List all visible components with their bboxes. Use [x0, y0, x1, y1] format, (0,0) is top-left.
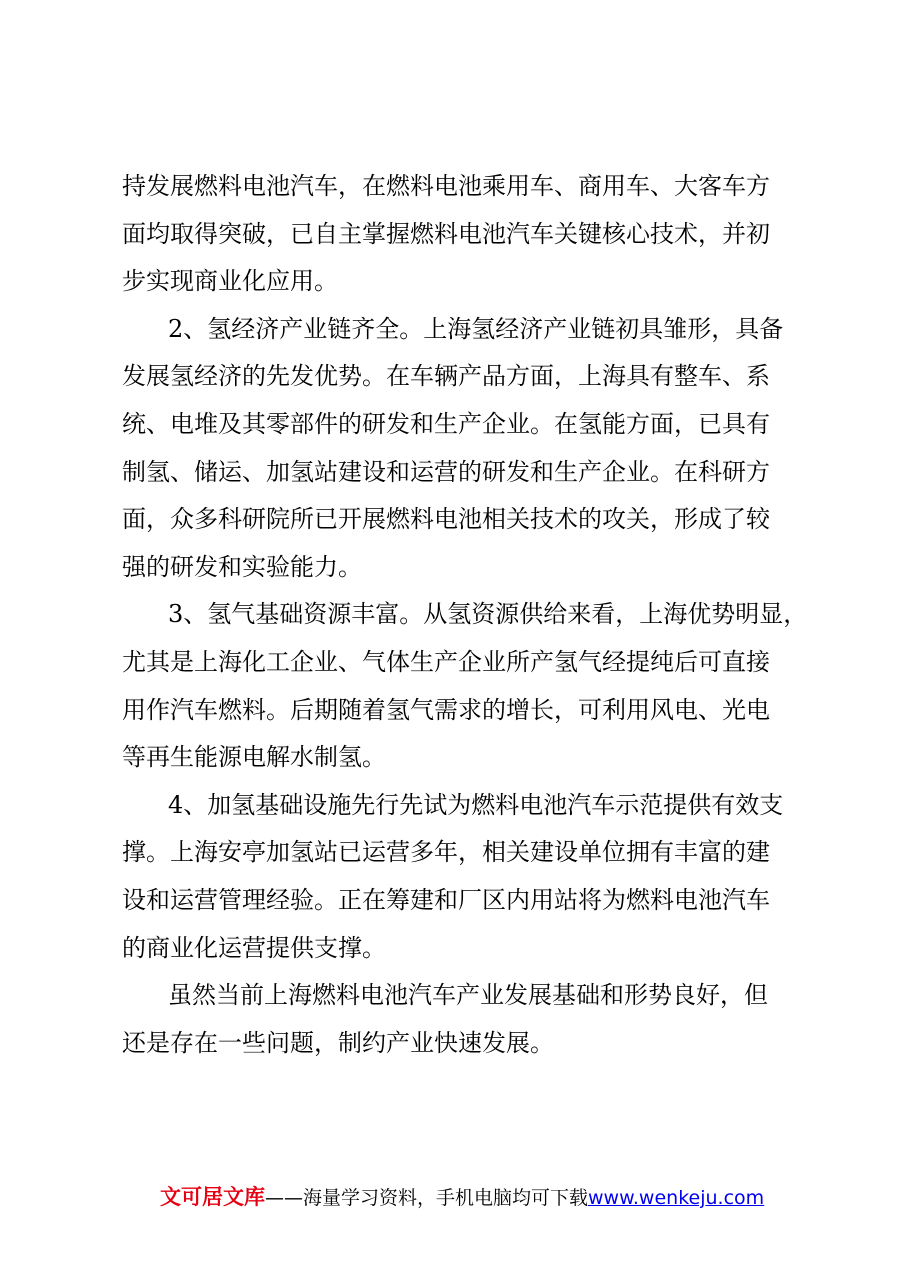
text-line: 持发展燃料电池汽车，在燃料电池乘用车、商用车、大客车方	[122, 172, 770, 200]
footer-banner	[160, 1182, 800, 1212]
text-line: 的商业化运营提供支撑。	[122, 933, 386, 962]
text-line: 用作汽车燃料。后期随着氢气需求的增长，可利用风电、光电	[122, 695, 770, 724]
text-line: 面均取得突破，已自主掌握燃料电池汽车关键核心技术，并初	[122, 219, 770, 248]
text-line: 设和运营管理经验。正在筹建和厂区内用站将为燃料电池汽车	[122, 885, 770, 914]
text-line: 统、电堆及其零部件的研发和生产企业。在氢能方面，已具有	[122, 409, 770, 438]
footer-brand: 文可居文库	[160, 1185, 265, 1209]
document-body	[122, 163, 812, 1067]
text-line: 虽然当前上海燃料电池汽车产业发展基础和形势良好，但	[168, 981, 768, 1010]
text-line: 面，众多科研院所已开展燃料电池相关技术的攻关，形成了较	[122, 505, 770, 534]
text-line: 还是存在一些问题，制约产业快速发展。	[122, 1028, 554, 1057]
text-line: 步实现商业化应用。	[122, 267, 338, 296]
footer-website-link[interactable]: www.wenkeju.com	[588, 1187, 765, 1209]
text-line: 等再生能源电解水制氢。	[122, 743, 386, 772]
text-line: 3、氢气基础资源丰富。从氢资源供给来看，上海优势明显，	[168, 600, 808, 629]
text-line: 尤其是上海化工企业、气体生产企业所产氢气经提纯后可直接	[122, 647, 770, 676]
text-line: 强的研发和实验能力。	[122, 552, 362, 581]
text-line: 2、氢经济产业链齐全。上海氢经济产业链初具雏形，具备	[168, 314, 784, 343]
text-line: 发展氢经济的先发优势。在车辆产品方面，上海具有整车、系	[122, 362, 770, 391]
text-line: 制氢、储运、加氢站建设和运营的研发和生产企业。在科研方	[122, 457, 770, 486]
text-line: 4、加氢基础设施先行先试为燃料电池汽车示范提供有效支	[168, 790, 784, 819]
text-line: 撑。上海安亭加氢站已运营多年，相关建设单位拥有丰富的建	[122, 838, 770, 867]
footer-tagline: ——海量学习资料，手机电脑均可下载	[265, 1187, 589, 1209]
